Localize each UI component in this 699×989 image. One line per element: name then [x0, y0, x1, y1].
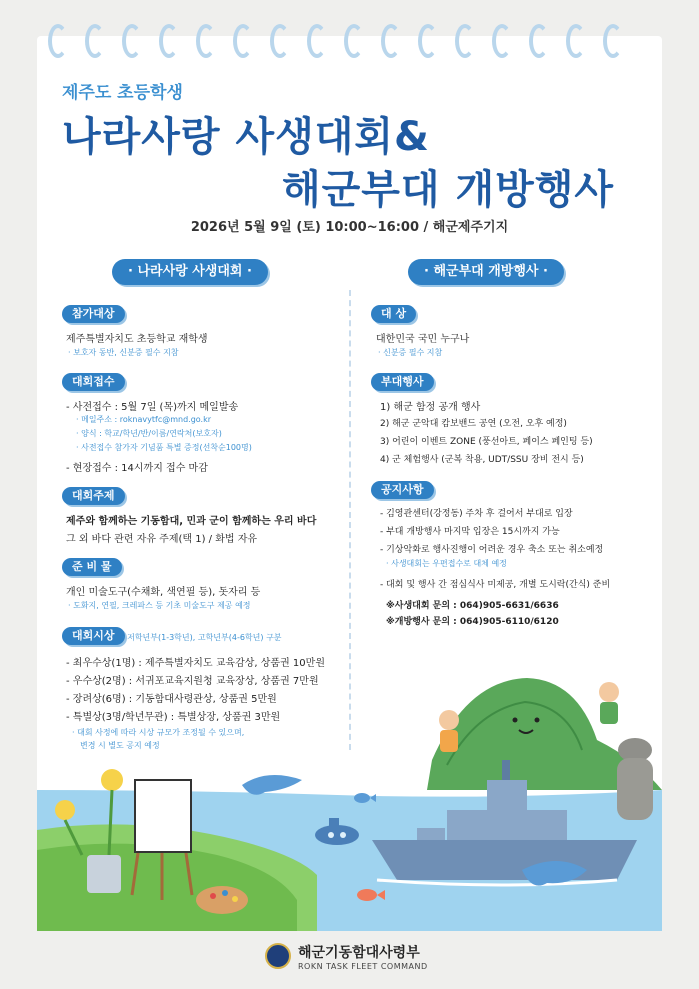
award-grand: - 최우수상(1명) : 제주특별자치도 교육감상, 상품권 10만원 — [66, 658, 325, 669]
dol-hareubang-statue-icon — [617, 738, 653, 820]
award-special: - 특별상(3명/학년무관) : 특별상장, 상품권 3만원 — [66, 712, 281, 723]
ring-icon — [122, 24, 142, 58]
right-section-heading: · 해군부대 개방행사 · — [408, 259, 564, 285]
eligibility-note: · 보호자 동반, 신분증 필수 지참 — [68, 348, 179, 357]
ring-icon — [159, 24, 179, 58]
registration-note-email: · 메일주소 : roknavytfc@mnd.go.kr — [76, 415, 211, 424]
event-military-experience: 4) 군 체험행사 (군복 착용, UDT/SSU 장비 전시 등) — [380, 455, 584, 465]
awards-note2: 변경 시 별도 공지 예정 — [80, 741, 160, 750]
left-section-heading: · 나라사랑 사생대회 · — [112, 259, 268, 285]
supplies-note: · 도화지, 연필, 크레파스 등 기초 미술도구 제공 예정 — [68, 601, 251, 610]
ring-icon — [603, 24, 623, 58]
awards-note1: · 대회 사정에 따라 시상 규모가 조정될 수 있으며, — [72, 728, 245, 737]
footer — [0, 938, 699, 988]
supplies-line: 개인 미술도구(수채화, 색연필 등), 돗자리 등 — [66, 587, 261, 598]
child-painter-icon — [599, 682, 619, 724]
ring-icon — [196, 24, 216, 58]
award-encouragement: - 장려상(6명) : 기동함대사령관상, 상품권 5만원 — [66, 694, 277, 705]
target-note: · 신분증 필수 지참 — [378, 348, 443, 357]
poster-subtitle: 제주도 초등학생 — [62, 83, 183, 103]
ring-icon — [418, 24, 438, 58]
registration-pre: - 사전접수 : 5월 7일 (목)까지 메일발송 — [66, 402, 239, 413]
notice-parking: - 김영관센터(강정동) 주차 후 걸어서 부대로 입장 — [380, 509, 573, 519]
awards-tag: 대회시상 — [62, 627, 125, 645]
spiral-binding — [48, 24, 648, 64]
theme-line2: 그 외 바다 관련 자유 주제(택 1) / 화법 자유 — [66, 534, 258, 545]
ring-icon — [85, 24, 105, 58]
navy-emblem-icon — [265, 943, 291, 969]
registration-onsite: - 현장접수 : 14시까지 접수 마감 — [66, 463, 208, 474]
ring-icon — [344, 24, 364, 58]
theme-tag: 대회주제 — [62, 487, 125, 505]
target-tag: 대 상 — [371, 305, 416, 323]
ring-icon — [492, 24, 512, 58]
event-kids-zone: 3) 어린이 이벤트 ZONE (풍선아트, 페이스 페인팅 등) — [380, 437, 593, 447]
supplies-tag: 준 비 물 — [62, 558, 122, 576]
jeju-sea-illustration — [37, 640, 662, 931]
ring-icon — [455, 24, 475, 58]
dolphin-icon — [242, 775, 302, 795]
notice-lunch: - 대회 및 행사 간 점심식사 미제공, 개별 도시락(간식) 준비 — [380, 580, 611, 590]
ring-icon — [529, 24, 549, 58]
eligibility-tag: 참가대상 — [62, 305, 125, 323]
poster-title-line2: 해군부대 개방행사 — [282, 167, 615, 213]
notice-tag: 공지사항 — [371, 481, 434, 499]
ring-icon — [307, 24, 327, 58]
registration-note-form: · 양식 : 학교/학년/반/이름/연락처(보호자) — [76, 429, 222, 438]
award-excellence: - 우수상(2명) : 서귀포교육지원청 교육장상, 상품권 7만원 — [66, 676, 319, 687]
org-name-kr: 해군기동함대사령부 — [298, 945, 420, 961]
event-date-location: 2026년 5월 9일 (토) 10:00~16:00 / 해군제주기지 — [190, 220, 509, 235]
ring-icon — [233, 24, 253, 58]
ring-icon — [566, 24, 586, 58]
events-tag: 부대행사 — [371, 373, 434, 391]
event-ship-tour: 1) 해군 함정 공개 행사 — [380, 402, 481, 413]
registration-note-gift: · 사전접수 참가자 기념품 특별 증정(선착순100명) — [76, 443, 252, 452]
contact-contest: ※사생대회 문의 : 064)905-6631/6636 — [386, 601, 559, 611]
notice-weather: - 기상악화로 행사진행이 어려운 경우 축소 또는 취소예정 — [380, 545, 604, 555]
contact-open-event: ※개방행사 문의 : 064)905-6110/6120 — [386, 617, 559, 627]
notice-last-entry: - 부대 개방행사 마지막 입장은 15시까지 가능 — [380, 527, 560, 537]
awards-division-note: · 저학년부(1-3학년), 고학년부(4-6학년) 구분 — [122, 633, 282, 642]
eligibility-line: 제주특별자치도 초등학교 재학생 — [66, 334, 208, 345]
child-painter-icon — [439, 710, 459, 752]
registration-tag: 대회접수 — [62, 373, 125, 391]
org-name-en: ROKN TASK FLEET COMMAND — [298, 962, 428, 971]
paint-bucket-icon — [87, 855, 121, 893]
target-line: 대한민국 국민 누구나 — [376, 334, 470, 345]
palette-icon — [196, 886, 248, 914]
notice-weather-note: · 사생대회는 우편접수로 대체 예정 — [386, 559, 507, 568]
ring-icon — [381, 24, 401, 58]
poster-title-line1: 나라사랑 사생대회& — [62, 114, 430, 160]
ring-icon — [270, 24, 290, 58]
ring-icon — [48, 24, 68, 58]
event-band: 2) 해군 군악대 캄보밴드 공연 (오전, 오후 예정) — [380, 419, 567, 429]
theme-line1: 제주와 함께하는 기동함대, 민과 군이 함께하는 우리 바다 — [66, 516, 317, 527]
